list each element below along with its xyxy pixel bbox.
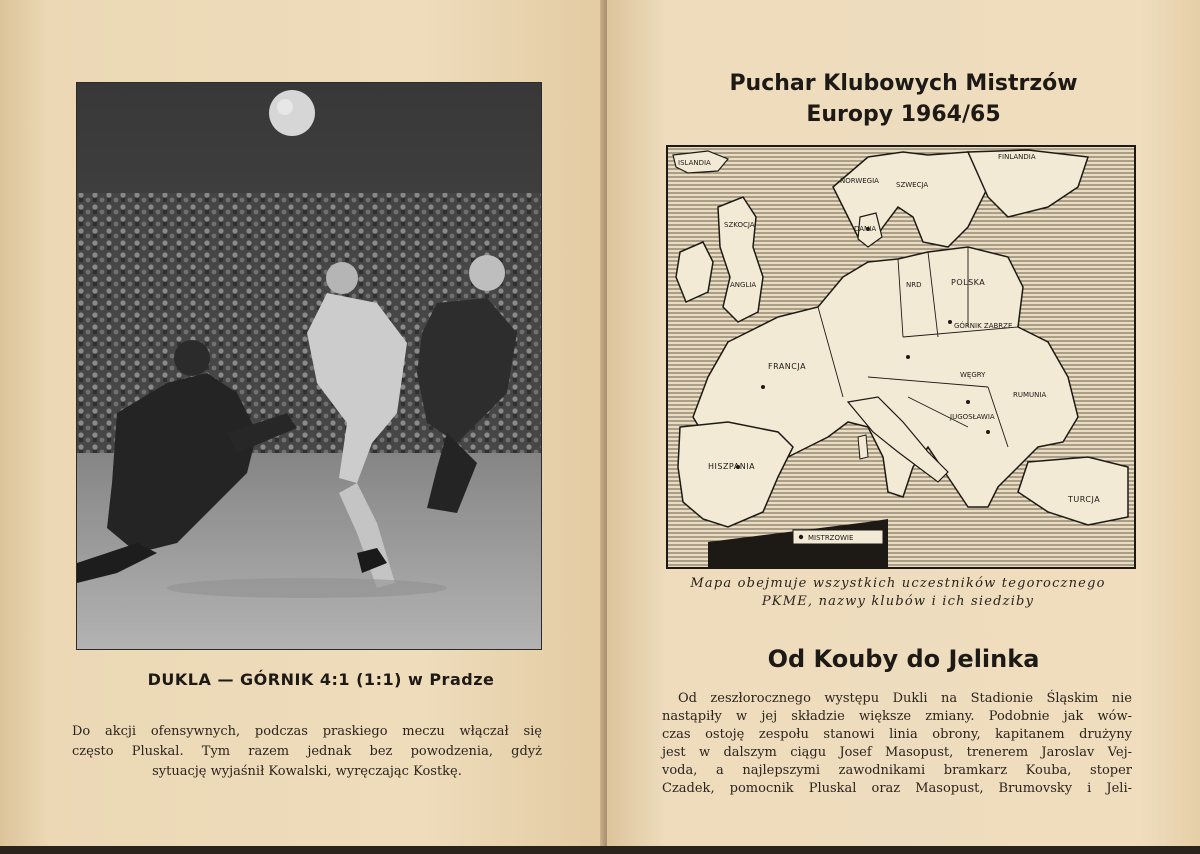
map-label-szkocja: SZKOCJA bbox=[724, 221, 755, 229]
article-line: Czadek, pomocnik Pluskal oraz Masopust, Brumovsky i Jeli- bbox=[662, 781, 1132, 796]
map-label-francja: FRANCJA bbox=[768, 362, 807, 371]
map-label-mistrzowie: MISTRZOWIE bbox=[808, 534, 854, 542]
map-caption-line-2: PKME, nazwy klubów i ich siedziby bbox=[761, 594, 1035, 609]
map-label-polska: POLSKA bbox=[951, 278, 986, 287]
europe-map-illustration bbox=[668, 147, 1134, 567]
europe-map bbox=[666, 145, 1136, 569]
map-label-turcja: TURCJA bbox=[1068, 495, 1101, 504]
map-label-szwecja: SZWECJA bbox=[896, 181, 929, 189]
article-body bbox=[662, 690, 1132, 798]
article-line: czas ostoję zespołu stanowi linia obrony, kapitanem drużyny bbox=[662, 727, 1132, 742]
photo-caption-line: Do akcji ofensywnych, podczas praskiego meczu włączał się bbox=[72, 724, 542, 739]
map-label-norwegia: NORWEGIA bbox=[840, 177, 879, 185]
map-label-anglia: ANGLIA bbox=[730, 281, 757, 289]
photo-caption-title: DUKLA — GÓRNIK 4:1 (1:1) w Pradze bbox=[147, 670, 495, 689]
map-label-islandia: ISLANDIA bbox=[678, 159, 711, 167]
article-title: Od Kouby do Jelinka bbox=[767, 645, 1040, 673]
book-bottom-edge bbox=[0, 846, 1200, 854]
photo-caption-line: sytuację wyjaśnił Kowalski, wyręczając Kostkę. bbox=[152, 764, 462, 779]
page-title-line-1: Puchar Klubowych Mistrzów bbox=[729, 71, 1078, 96]
map-label-gornik: GÓRNIK ZABRZE bbox=[954, 322, 1013, 330]
article-line: voda, a najlepszymi zawodnikami bramkarz Kouba, stoper bbox=[662, 763, 1132, 778]
map-label-rumunia: RUMUNIA bbox=[1013, 391, 1047, 399]
photo-caption-line: często Pluskal. Tym razem jednak bez powodzenia, gdyż bbox=[72, 744, 542, 759]
map-label-hiszpania: HISZPANIA bbox=[708, 462, 756, 471]
map-label-nrd: NRD bbox=[906, 281, 922, 289]
photo-caption-text bbox=[72, 722, 542, 782]
page-title-line-2: Europy 1964/65 bbox=[806, 102, 1001, 127]
map-label-jugoslawia: JUGOSŁAWIA bbox=[950, 413, 995, 421]
article-line: Od zeszłorocznego występu Dukli na Stadionie Śląskim nie bbox=[678, 691, 1132, 706]
match-photo-illustration bbox=[77, 83, 541, 649]
map-caption bbox=[665, 575, 1131, 611]
right-page bbox=[607, 0, 1200, 848]
map-label-finlandia: FINLANDIA bbox=[998, 153, 1036, 161]
article-line: nastąpiły w jej składzie większe zmiany. Podobnie jak wów- bbox=[662, 709, 1132, 724]
map-caption-line-1: Mapa obejmuje wszystkich uczestników tegorocznego bbox=[690, 576, 1106, 591]
map-label-wegry: WĘGRY bbox=[960, 371, 986, 379]
match-photo bbox=[76, 82, 542, 650]
page-title bbox=[607, 68, 1200, 130]
article-line: jest w dalszym ciągu Josef Masopust, trenerem Jaroslav Vej- bbox=[662, 745, 1132, 760]
map-label-dania: DANIA bbox=[854, 225, 877, 233]
